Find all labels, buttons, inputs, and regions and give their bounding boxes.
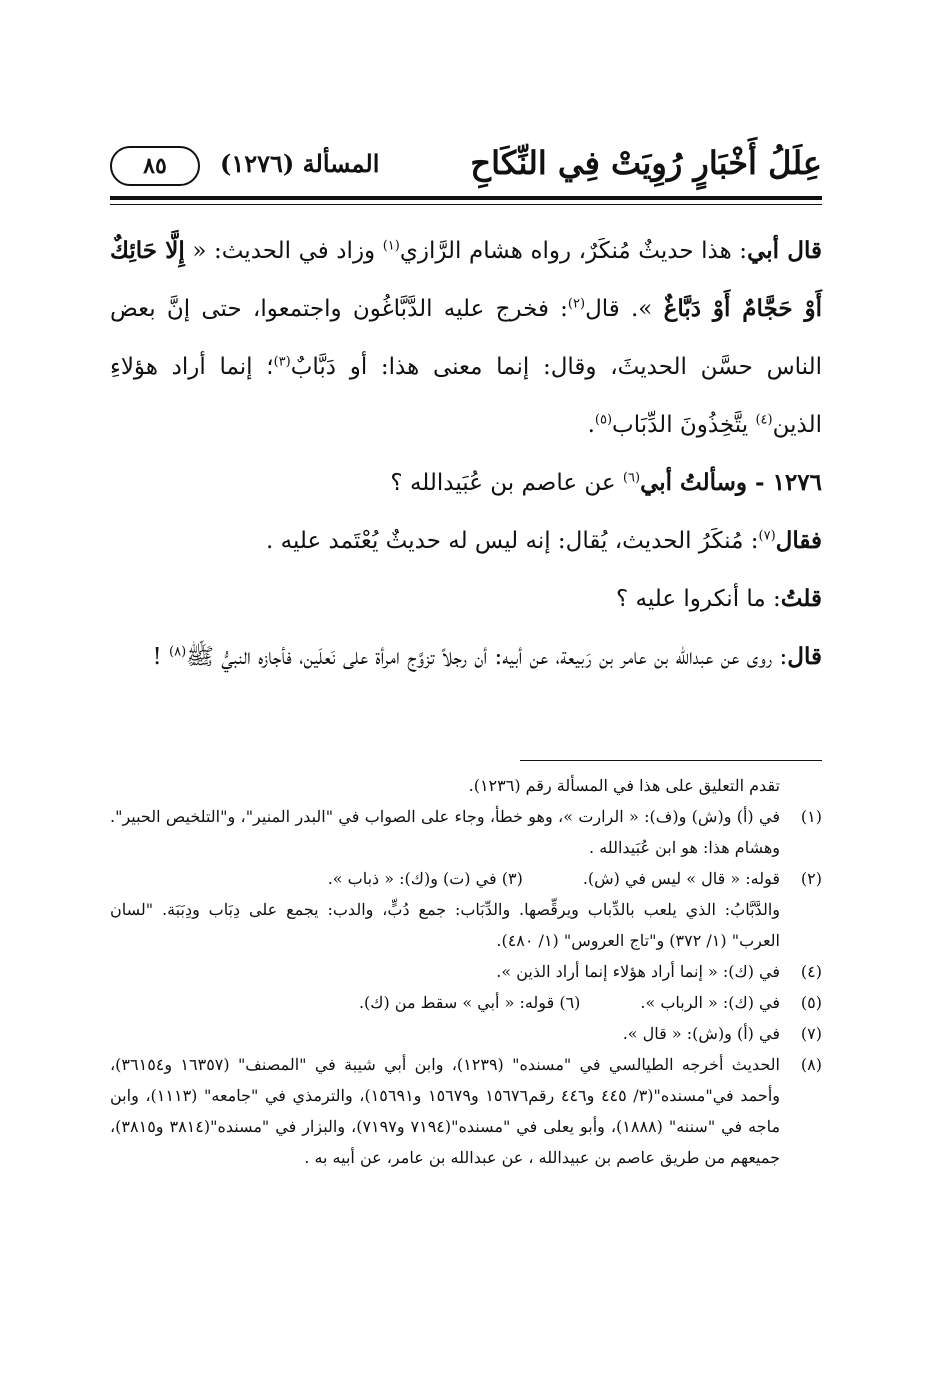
footnote-ref: (١): [382, 238, 400, 254]
footnote-text: قوله: « أبي » سقط من (ك).: [358, 993, 555, 1012]
footnote-1: [110, 801, 822, 863]
footnote-text: في (ك): « إنما أراد هؤلاء إنما أراد الذين ».: [496, 962, 780, 981]
text-span: وزاد في الحديث: «: [184, 238, 383, 264]
text-span: !: [152, 644, 170, 670]
footnote-number: (٧): [800, 1024, 822, 1043]
footnote-ref: (٢): [567, 296, 586, 312]
footnote-ref: (٣): [273, 354, 291, 370]
text-span: : روى عن عبدالله بن عامر بن رَبيعة، عن أبيه: أن رجلاً تزوَّج امرأة على نَعلَين، فأجازه النبيُّ ﷺ: [186, 644, 788, 670]
footnote-5: في (ك): « الرباب ».: [640, 993, 780, 1012]
running-header: [110, 138, 822, 198]
main-text: [110, 222, 822, 686]
text-span: يتَّخِذُونَ الدِّبَاب: [612, 412, 756, 438]
footnote-separator: [520, 760, 822, 761]
footnote-number: (١): [800, 807, 822, 826]
followup-question: [110, 570, 822, 628]
footnote-number: (٥): [800, 993, 822, 1012]
header-rule-thick: [110, 196, 822, 200]
page-number: ٨٥: [110, 146, 200, 186]
footnote-ref: (٦): [622, 470, 641, 486]
footnote-text: الحديث أخرجه الطيالسي في "مسنده" (١٢٣٩)، وابن أبي شيبة في "المصنف" (١٦٣٥٧ و٣٦١٥٤)، وأحمد في"مسنده"(٣/ ٤٤٥ و٤٤٦ رقم١٥٦٧٦ و١٥٦٧٩ و١٥٦٩١)، والترمذي في "جامعه" (١١١٣)، وابن ماجه في "سننه" (١٨٨٨)، وأبو يعلى في "مسنده"(٧١٩٤ و٧١٩٧)، والبزار في "مسنده"(٣٨١٤ و٣٨١٥)، جميعهم من طريق عاصم بن عبيدالله ، عن عبدالله بن عامر، عن أبيه به .: [110, 1055, 781, 1167]
question-paragraph: [110, 454, 822, 512]
header-rule-thin: [110, 204, 822, 205]
footnote-text: والدَّبَّابُ: الذي يلعب بالدِّباب ويرقِّصها. والدِّبَاب: جمع دُبٍّ، والدب: يجمع على دِبَاب ودِبَبَة. "لسان العرب" (١/ ٣٧٢) و"تاج العروس" (١/ ٤٨٠).: [110, 900, 780, 950]
followup-answer: [110, 628, 822, 686]
footnote-text: قوله: « قال » ليس في (ش).: [582, 869, 780, 888]
speaker-label: قلتُ: [780, 585, 822, 612]
text-span: : فخرج عليه الدَّبَّاغُون واجتمعوا، حتى إنَّ بعض الناس حسَّن الحديثَ، وقال: إنما معنى هذا: أو دَبَّابٌ: [110, 296, 823, 380]
footnote-7: [110, 1018, 822, 1049]
footnote-ref: (٧): [758, 528, 776, 544]
text-span: عن عاصم بن عُبَيدالله ؟: [390, 470, 623, 496]
footnote-intro: تقدم التعليق على هذا في المسألة رقم (١٢٣٦).: [468, 776, 780, 795]
footnote-2: [583, 863, 780, 894]
footnote-ref: (٨): [169, 644, 187, 660]
footnote-ref: (٤): [755, 412, 773, 428]
footnote-4: [110, 956, 822, 987]
hadith-quote: إِلَّا حَائِكٌ أَوْ حَجَّامٌ أَوْ دَبَّاغٌ: [110, 237, 822, 322]
speaker-label: قال أبي: [747, 237, 822, 264]
footnote-5-6: [110, 987, 822, 1018]
footnote-number: (٣): [501, 869, 523, 888]
footnote-number: (٦): [559, 993, 581, 1012]
footnote-number: (٢): [800, 869, 822, 888]
footnotes: [110, 770, 822, 1173]
speaker-label: قال: [787, 643, 822, 670]
footnote-text: في (أ) و(ش) و(ف): « الرارت »، وهو خطأ، وجاء على الصواب في "البدر المنير"، و"التلخيص الحبير". وهشام هذا: هو ابن عُبَيدالله .: [110, 807, 780, 857]
footnote-6: [359, 987, 580, 1018]
text-span: .: [587, 412, 595, 438]
footnote-text: في (ت) و(ك): « ذباب ».: [327, 869, 497, 888]
speaker-label: فقال: [775, 527, 822, 554]
footnote-ref: (٥): [594, 412, 613, 428]
text-span: : ما أنكروا عليه ؟: [615, 586, 781, 612]
footnote-number: (٨): [800, 1055, 822, 1074]
footnote-row: [110, 863, 780, 894]
answer-paragraph: [110, 512, 822, 570]
footnote-number: (٤): [800, 962, 822, 981]
speaker-label: وسألتُ أبي: [640, 469, 748, 496]
issue-number: المسألة (١٢٧٦): [220, 149, 380, 178]
book-title: عِلَلُ أَخْبَارٍ رُوِيَتْ فِي النِّكَاحِ: [470, 144, 822, 182]
text-span: ؛ إنما أراد هؤلاءِ الذين: [110, 354, 822, 438]
issue-label: ١٢٧٦ -: [747, 469, 822, 496]
text-span: ». قال: [585, 296, 664, 322]
footnote-8: [110, 1049, 822, 1173]
text-span: : هذا حديثٌ مُنكَرٌ، رواه هشام الرَّازي: [399, 238, 748, 264]
paragraph-abu-statement: [110, 222, 822, 454]
text-span: : مُنكَرُ الحديث، يُقال: إنه ليس له حديثٌ يُعْتَمد عليه .: [266, 528, 759, 554]
footnote-2-3: [110, 863, 822, 956]
footnote-3: [328, 863, 523, 894]
footnote-row: [110, 987, 780, 1018]
footnote-text: في (أ) و(ش): « قال ».: [622, 1024, 780, 1043]
